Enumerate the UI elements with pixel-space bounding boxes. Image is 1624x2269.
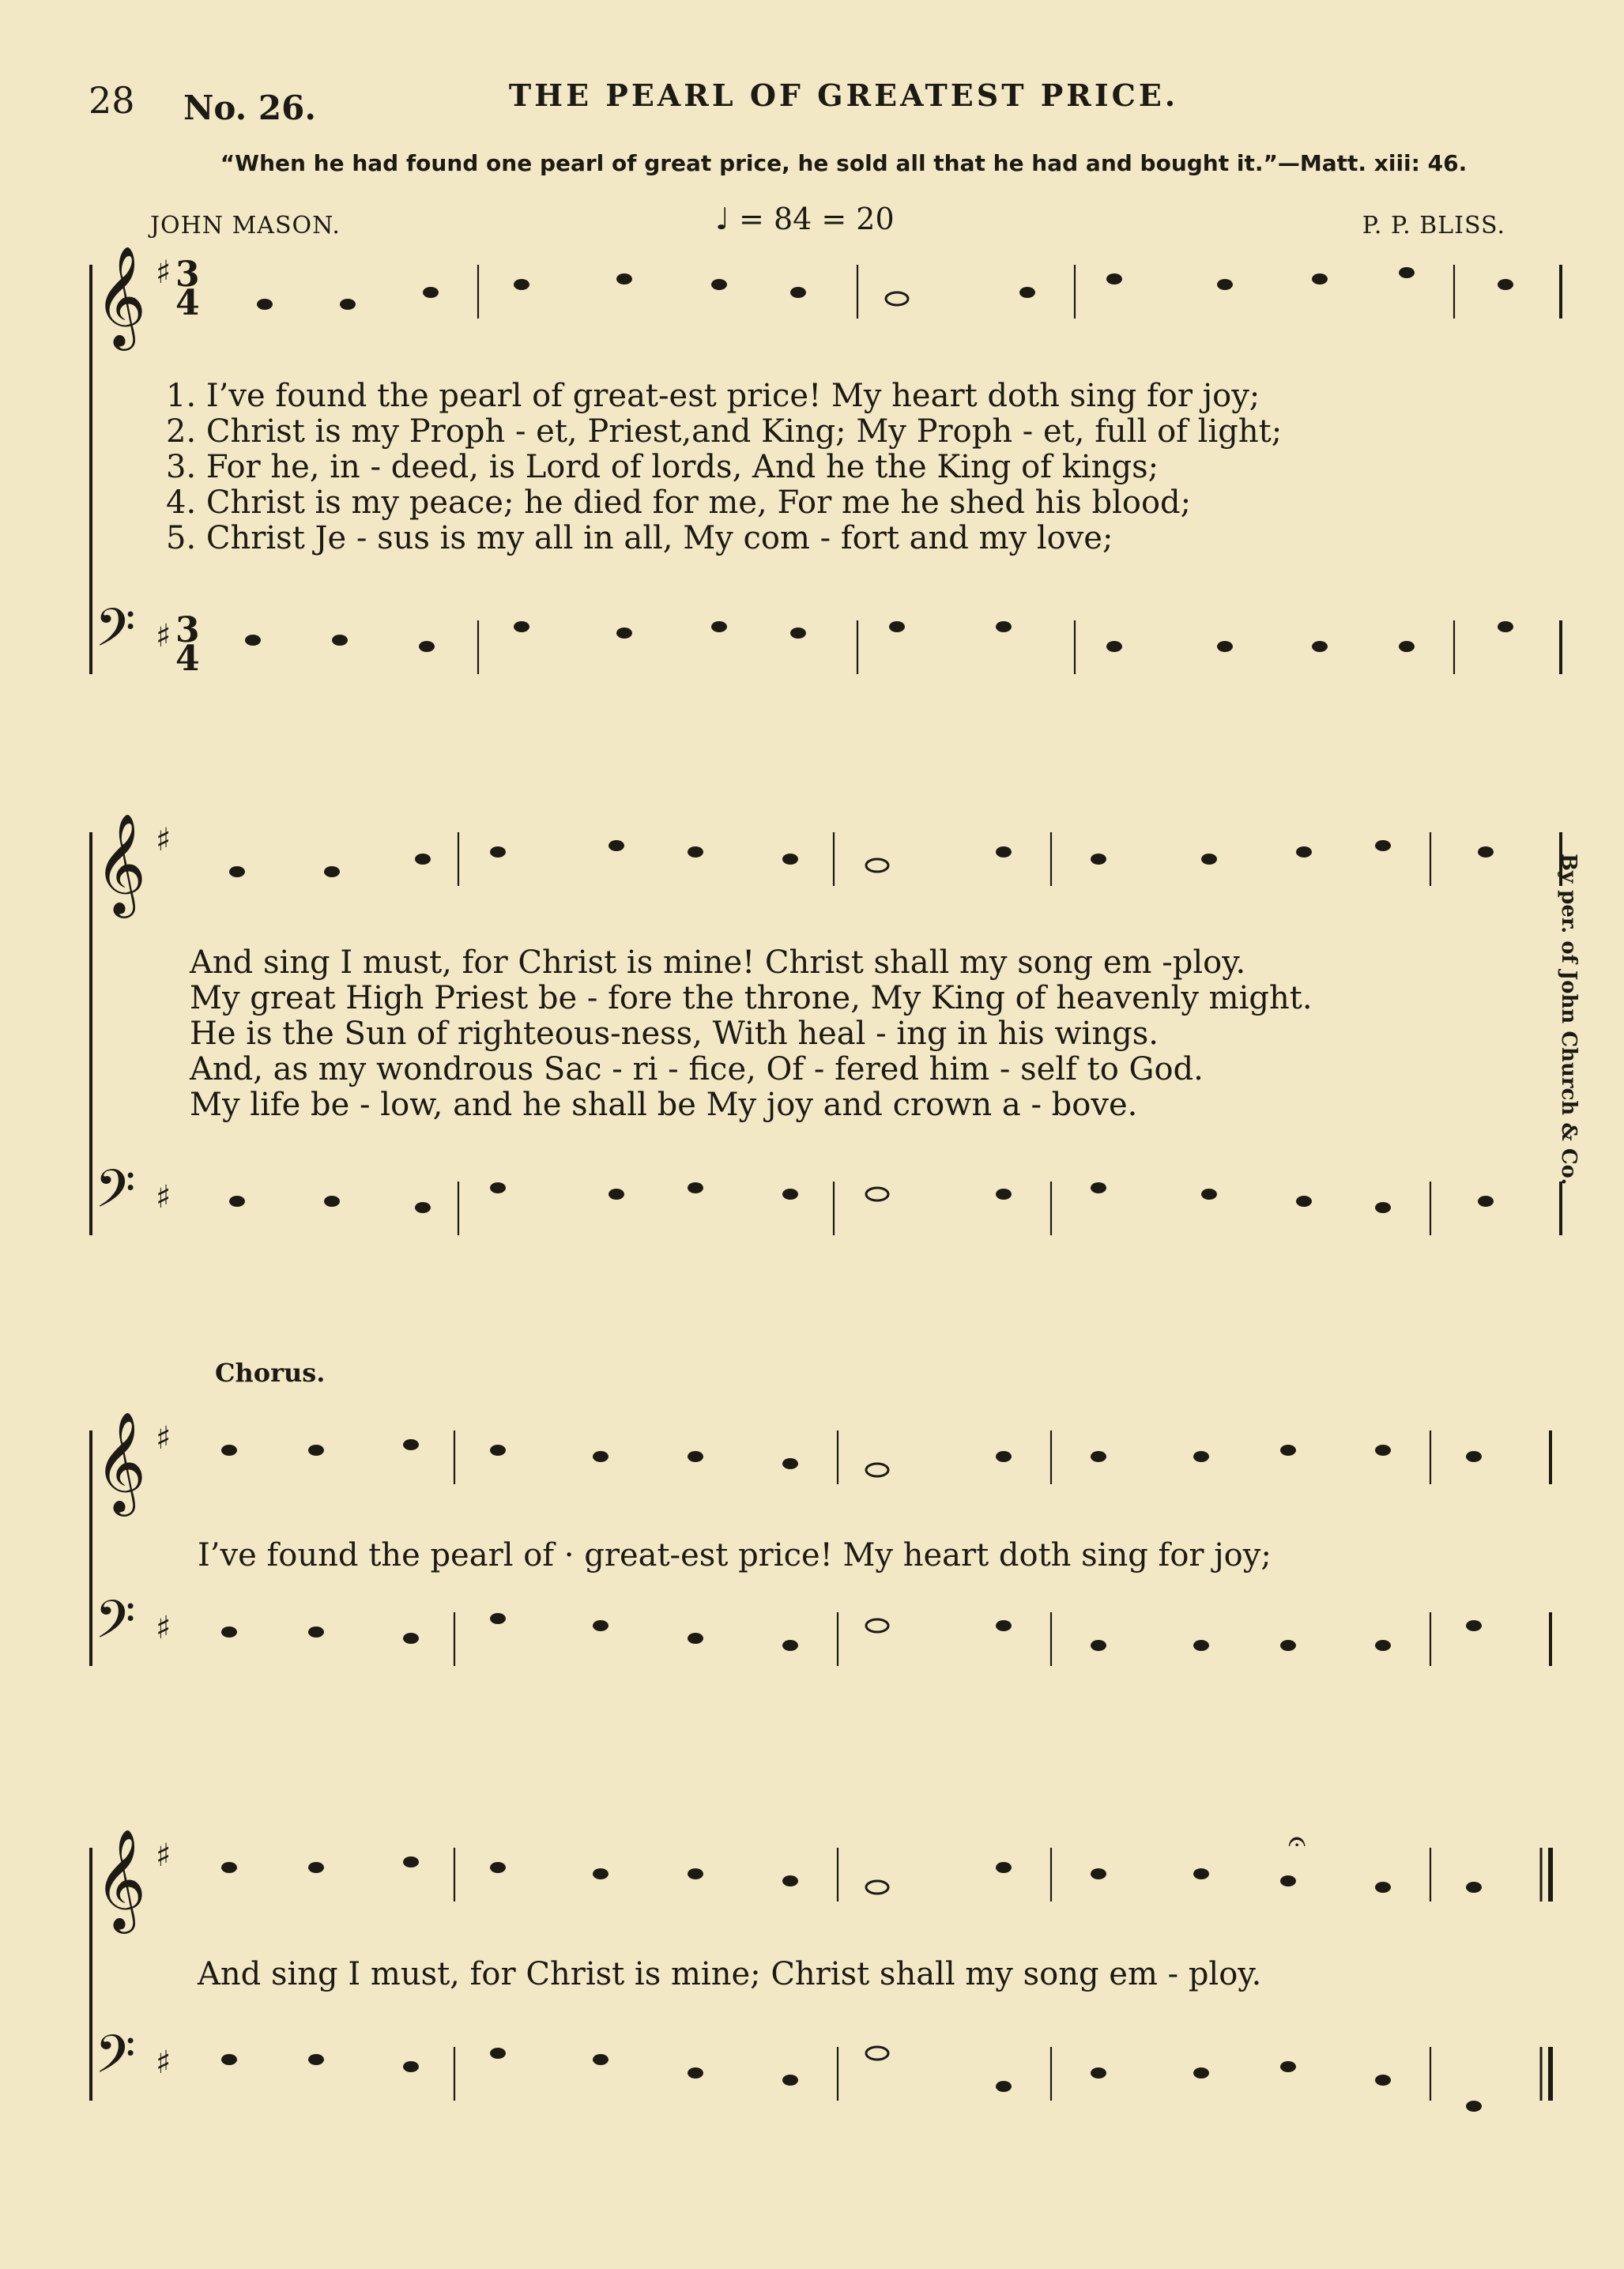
time-signature-denominator: 4 [175,283,200,323]
time-signature [175,254,200,323]
copyright-side-credit: By per. of John Church & Co. [1557,854,1581,1185]
chorus2-treble-notes [221,1856,1482,1894]
page-number: 28 [89,79,135,122]
chorus-label: Chorus. [215,1358,326,1388]
time-signature-numerator: 3 [175,254,200,295]
time-signature-denominator: 4 [175,639,200,679]
chorus-line-2: And sing I must, for Christ is mine; Christ shall my song em - ploy. [198,1956,1262,1992]
system1-verse-2: 2. Christ is my Proph - et, Priest,and King; My Proph - et, full of light; [166,413,1283,450]
system2-verse-1: And sing I must, for Christ is mine! Christ shall my song em -ploy. [190,944,1246,981]
treble-clef-icon: 𝄞 [95,812,147,914]
chorus1-treble-notes [221,1439,1482,1476]
sharp-icon: ♯ [156,1420,171,1457]
system2-verse-2: My great High Priest be - fore the throne, My King of heavenly might. [190,980,1313,1016]
sharp-icon: ♯ [156,2045,171,2081]
treble-clef-icon: 𝄞 [95,1411,147,1512]
system2-verse-4: And, as my wondrous Sac - ri - fice, Of - fered him - self to God. [190,1051,1204,1087]
lyricist-credit: JOHN MASON. [150,212,341,239]
bass-clef-icon: 𝄢 [95,1589,136,1663]
system2-treble-staff [91,832,1561,886]
chorus1-treble-staff [91,1430,1561,1484]
chorus2-bass-staff [91,2047,1561,2101]
system1-bass-staff [91,620,1561,679]
sharp-icon: ♯ [156,1837,171,1874]
system2-verse-3: He is the Sun of righteous-ness, With heal - ing in his wings. [190,1016,1159,1052]
sharp-icon: ♯ [156,1179,171,1216]
chorus1-bass-notes [221,1613,1482,1651]
system1-bass-notes [245,621,1513,652]
system1-treble-staff [91,265,1561,323]
bass-clef-icon: 𝄢 [95,2024,136,2098]
sharp-icon: ♯ [156,254,171,291]
treble-clef-icon: 𝄞 [95,245,147,346]
system1-treble-notes [257,267,1513,310]
tempo-value: = 84 = 20 [739,202,895,236]
bass-clef-icon: 𝄢 [95,597,136,671]
sharp-icon: ♯ [156,618,171,654]
time-signature [175,610,200,679]
hymn-number: No. 26. [183,89,316,127]
chorus2-treble-staff [91,1848,1561,1902]
bass-clef-icon: 𝄢 [95,1159,136,1232]
system2-bass-notes [229,1182,1494,1213]
composer-credit: P. P. BLISS. [1362,212,1505,239]
system1-verse-5: 5. Christ Je - sus is my all in all, My com - fort and my love; [166,520,1113,556]
system1-verse-1: 1. I’ve found the pearl of great-est price! My heart doth sing for joy; [166,378,1260,414]
chorus-line-1: I’ve found the pearl of · great-est price! My heart doth sing for joy; [198,1537,1272,1574]
scripture-epigraph: “When he had found one pearl of great price, he sold all that he had and bought it.”—Matt. xiii: 46. [220,150,1468,176]
sharp-icon: ♯ [156,1610,171,1646]
fermata-icon: 𝄐 [1288,1823,1306,1860]
system1-verse-4: 4. Christ is my peace; he died for me, For me he shed his blood; [166,484,1192,521]
system2-bass-staff [91,1182,1561,1235]
hymn-title: THE PEARL OF GREATEST PRICE. [508,77,1179,113]
system2-treble-notes [229,840,1494,877]
sharp-icon: ♯ [156,822,171,858]
chorus2-bass-notes [221,2047,1482,2112]
treble-clef-icon: 𝄞 [95,1828,147,1929]
system1-verse-3: 3. For he, in - deed, is Lord of lords, And he the King of kings; [166,449,1159,485]
system2-verse-5: My life be - low, and he shall be My joy and crown a - bove. [190,1087,1138,1123]
chorus1-bass-staff [91,1612,1561,1666]
quarter-note-icon: ♩ [715,202,729,236]
time-signature-numerator: 3 [175,610,200,650]
